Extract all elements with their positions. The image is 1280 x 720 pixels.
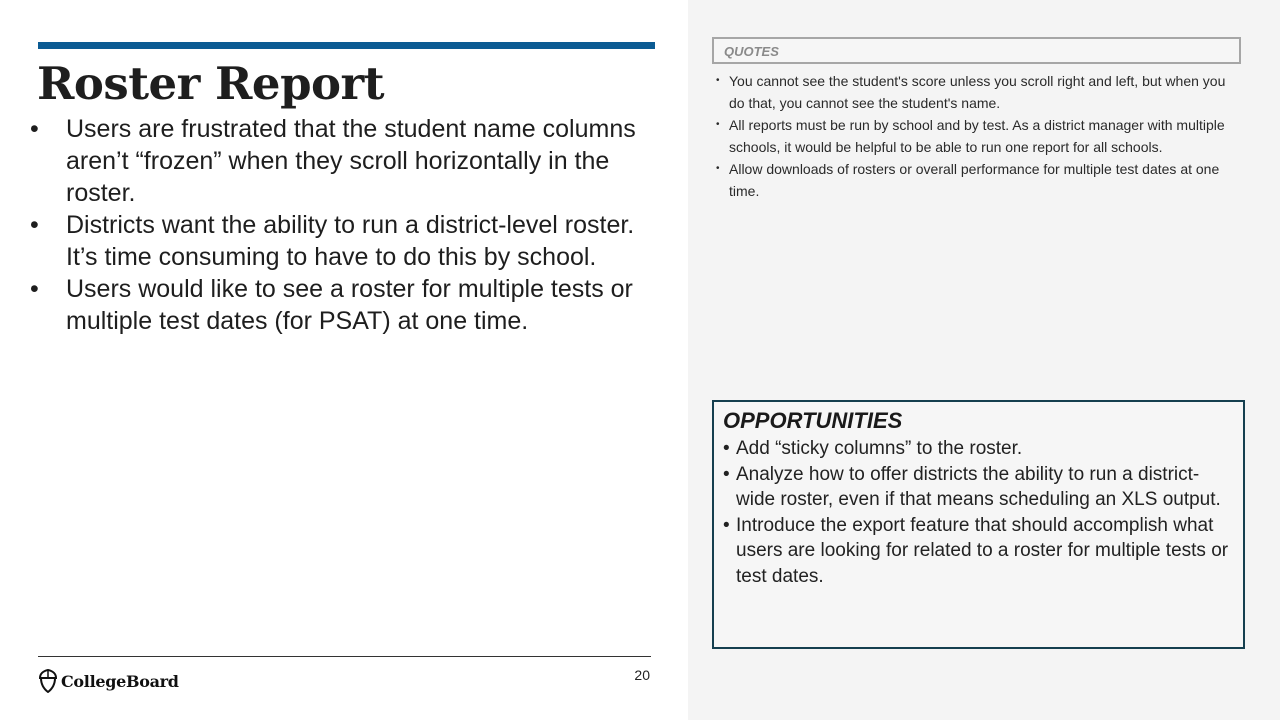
quote-text: All reports must be run by school and by test. As a district manager with multiple schools, it would be helpful to be able to run one report for all schools. xyxy=(729,117,1225,155)
quotes-header-box xyxy=(712,37,1241,64)
opportunity-item xyxy=(723,436,1233,462)
main-bullet-text: Users would like to see a roster for multiple tests or multiple test dates (for PSAT) at one time. xyxy=(66,275,633,335)
bullet-glyph: • xyxy=(716,75,720,86)
quote-item xyxy=(716,114,1236,158)
opportunity-text: Add “sticky columns” to the roster. xyxy=(736,438,1023,459)
quotes-label: QUOTES xyxy=(724,44,779,59)
opportunity-item xyxy=(723,513,1233,590)
quotes-list xyxy=(716,70,1236,202)
bullet-glyph: • xyxy=(723,514,730,536)
opportunities-box xyxy=(712,400,1245,649)
quote-item xyxy=(716,158,1236,202)
quote-text: Allow downloads of rosters or overall performance for multiple test dates at one time. xyxy=(729,161,1220,199)
page-number: 20 xyxy=(634,667,650,683)
footer-rule xyxy=(38,656,651,657)
main-bullet-item xyxy=(30,113,650,209)
opportunities-list xyxy=(723,436,1233,589)
bullet-glyph: • xyxy=(723,438,730,459)
quote-text: You cannot see the student's score unless you scroll right and left, but when you do that, you cannot see the student's name. xyxy=(729,73,1226,111)
bullet-glyph: • xyxy=(30,115,39,143)
acorn-logo-icon xyxy=(38,669,58,693)
bullet-glyph: • xyxy=(30,211,39,239)
bullet-glyph: • xyxy=(716,163,720,174)
main-bullet-text: Districts want the ability to run a district-level roster. It’s time consuming to have to do this by school. xyxy=(66,211,635,271)
main-bullet-text: Users are frustrated that the student name columns aren’t “frozen” when they scroll horizontally in the roster. xyxy=(66,115,636,207)
opportunity-text: Introduce the export feature that should accomplish what users are looking for related to a roster for multiple tests or test dates. xyxy=(736,514,1229,587)
main-bullet-item xyxy=(30,209,650,273)
bullet-glyph: • xyxy=(716,119,720,130)
quote-item xyxy=(716,70,1236,114)
main-bullet-list xyxy=(30,113,650,337)
opportunity-text: Analyze how to offer districts the ability to run a district-wide roster, even if that means scheduling an XLS output. xyxy=(736,463,1221,510)
collegeboard-logo xyxy=(38,668,179,694)
title-accent-rule xyxy=(38,42,655,49)
bullet-glyph: • xyxy=(723,463,730,485)
opportunities-title: OPPORTUNITIES xyxy=(723,408,903,433)
bullet-glyph: • xyxy=(30,275,39,303)
opportunity-item xyxy=(723,462,1233,513)
main-bullet-item xyxy=(30,273,650,337)
logo-wordmark: CollegeBoard xyxy=(61,671,179,691)
slide-title: Roster Report xyxy=(37,57,385,110)
